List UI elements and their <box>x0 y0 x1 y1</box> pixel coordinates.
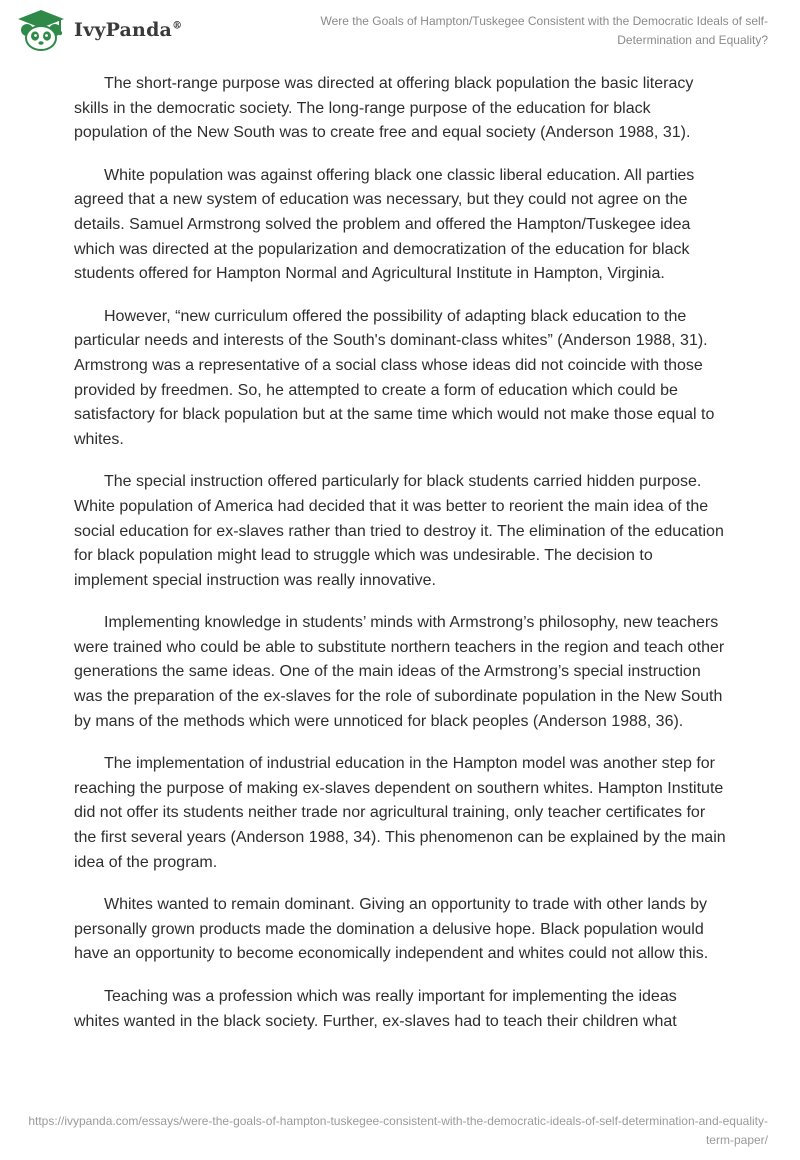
paragraph: The short-range purpose was directed at offering black population the basic literacy skills in the democratic society. The long-range purpose of the education for black population of the New South was to create free and equal society (Anderson 1988, 31). <box>74 75 694 142</box>
source-url[interactable]: https://ivypanda.com/essays/were-the-goals-of-hampton-tuskegee-consistent-with-the-democratic-ideals-of-self-determination-and-equality-term-paper/ <box>28 1114 768 1147</box>
paragraph: Teaching was a profession which was really important for implementing the ideas whites wanted in the black society. Further, ex-slaves had to teach their children what <box>74 988 677 1030</box>
paragraph: However, “new curriculum offered the possibility of adapting black education to the particular needs and interests of the South's dominant-class whites” (Anderson 1988, 31). Armstrong was a representative of a social class whose ideas did not coincide with those provided by freedmen. So, he attempted to create a form of education which could be satisfactory for black population but at the same time which would not make those equal to whites. <box>74 307 715 448</box>
panda-graduate-icon <box>14 8 68 52</box>
logo[interactable] <box>14 8 182 52</box>
document-title: Were the Goals of Hampton/Tuskegee Consistent with the Democratic Ideals of self-Determination and Equality? <box>320 14 768 47</box>
essay-body <box>74 72 726 1052</box>
brand-name: IvyPanda® <box>74 19 183 41</box>
paragraph: Whites wanted to remain dominant. Giving an opportunity to trade with other lands by personally grown products made the domination a delusive hope. Black population would have an opportunity to become economically independent and whites could not allow this. <box>74 896 709 963</box>
paragraph: The implementation of industrial education in the Hampton model was another step for reaching the purpose of making ex-slaves dependent on southern whites. Hampton Institute did not offer its students neither trade nor agricultural training, only teacher certificates for the first several years (Anderson 1988, 34). This phenomenon can be explained by the main idea of the program. <box>74 755 726 871</box>
paragraph: Implementing knowledge in students’ minds with Armstrong’s philosophy, new teachers were trained who could be able to substitute northern teachers in the region and teach other generations the same ideas. One of the main ideas of the Armstrong’s special instruction was the preparation of the ex-slaves for the role of subordinate population in the New South by mans of the methods which were unnoticed for black peoples (Anderson 1988, 36). <box>74 614 725 730</box>
paragraph: White population was against offering black one classic liberal education. All parties agreed that a new system of education was necessary, but they could not agree on the details. Samuel Armstrong solved the problem and offered the Hampton/Tuskegee idea which was directed at the popularization and democratization of the education for black students offered for Hampton Normal and Agricultural Institute in Hampton, Virginia. <box>74 166 695 283</box>
page-header <box>0 0 800 60</box>
paragraph: The special instruction offered particularly for black students carried hidden purpose. White population of America had decided that it was better to reorient the main idea of the social education for ex-slaves rather than tried to destroy it. The elimination of the education for black population might lead to struggle which was undesirable. The decision to implement special instruction was really innovative. <box>74 473 724 589</box>
